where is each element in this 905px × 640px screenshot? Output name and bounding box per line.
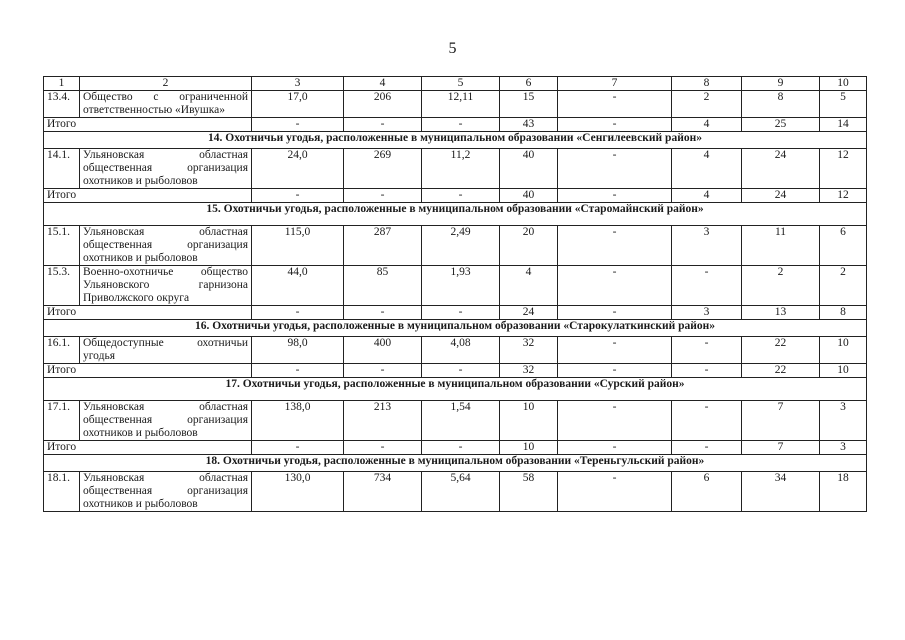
data-cell: - — [558, 472, 672, 512]
total-label: Итого — [44, 441, 252, 455]
total-cell: 24 — [500, 306, 558, 320]
data-cell: 18 — [820, 472, 867, 512]
data-cell: 22 — [742, 337, 820, 364]
header-row — [44, 77, 867, 91]
total-cell: 43 — [500, 118, 558, 132]
data-cell: 17,0 — [252, 91, 344, 118]
total-cell: 10 — [820, 364, 867, 378]
total-cell: - — [344, 441, 422, 455]
row-number: 18.1. — [44, 472, 80, 512]
row-number: 14.1. — [44, 149, 80, 189]
data-cell: - — [558, 401, 672, 441]
total-label: Итого — [44, 189, 252, 203]
data-cell: 2,49 — [422, 226, 500, 266]
table-row — [44, 91, 867, 118]
header-cell: 3 — [252, 77, 344, 91]
total-cell: - — [252, 306, 344, 320]
data-cell: 5 — [820, 91, 867, 118]
data-cell: 6 — [820, 226, 867, 266]
data-cell: - — [558, 91, 672, 118]
header-cell: 9 — [742, 77, 820, 91]
data-cell: 287 — [344, 226, 422, 266]
organization-name: Военно-охотничье общество Ульяновского гарнизона Приволжского округа — [80, 266, 252, 306]
header-cell: 2 — [80, 77, 252, 91]
header-cell: 7 — [558, 77, 672, 91]
total-cell: 12 — [820, 189, 867, 203]
data-cell: 15 — [500, 91, 558, 118]
organization-name: Ульяновская областная общественная организация охотников и рыболовов — [80, 149, 252, 189]
data-cell: - — [672, 401, 742, 441]
data-cell: 10 — [820, 337, 867, 364]
total-cell: - — [344, 306, 422, 320]
data-cell: 20 — [500, 226, 558, 266]
data-cell: - — [558, 337, 672, 364]
data-cell: - — [558, 149, 672, 189]
table-row — [44, 266, 867, 306]
data-cell: 24 — [742, 149, 820, 189]
section-row — [44, 132, 867, 149]
data-cell: 734 — [344, 472, 422, 512]
data-cell: 40 — [500, 149, 558, 189]
section-title: 17. Охотничьи угодья, расположенные в муниципальном образовании «Сурский район» — [44, 378, 867, 401]
data-cell: - — [672, 337, 742, 364]
total-cell: - — [672, 364, 742, 378]
page-number: 5 — [448, 40, 457, 57]
section-row — [44, 320, 867, 337]
data-cell: - — [558, 226, 672, 266]
total-row — [44, 441, 867, 455]
data-cell: - — [558, 266, 672, 306]
data-cell: 130,0 — [252, 472, 344, 512]
total-cell: - — [422, 306, 500, 320]
data-cell: 138,0 — [252, 401, 344, 441]
data-cell: 98,0 — [252, 337, 344, 364]
row-number: 13.4. — [44, 91, 80, 118]
data-cell: 4 — [672, 149, 742, 189]
table-row — [44, 149, 867, 189]
total-cell: 40 — [500, 189, 558, 203]
section-title: 18. Охотничьи угодья, расположенные в муниципальном образовании «Тереньгульский район» — [44, 455, 867, 472]
data-cell: 3 — [820, 401, 867, 441]
data-cell: 32 — [500, 337, 558, 364]
header-cell: 1 — [44, 77, 80, 91]
data-cell: 11 — [742, 226, 820, 266]
data-cell: 206 — [344, 91, 422, 118]
data-cell: 58 — [500, 472, 558, 512]
row-number: 16.1. — [44, 337, 80, 364]
total-cell: 7 — [742, 441, 820, 455]
total-label: Итого — [44, 306, 252, 320]
data-cell: 2 — [742, 266, 820, 306]
header-cell: 4 — [344, 77, 422, 91]
data-cell: 24,0 — [252, 149, 344, 189]
data-cell: 10 — [500, 401, 558, 441]
data-cell: - — [672, 266, 742, 306]
header-cell: 6 — [500, 77, 558, 91]
total-cell: - — [252, 189, 344, 203]
data-cell: 269 — [344, 149, 422, 189]
organization-name: Ульяновская областная общественная организация охотников и рыболовов — [80, 472, 252, 512]
total-cell: 4 — [672, 118, 742, 132]
total-cell: 25 — [742, 118, 820, 132]
organization-name: Общедоступные охотничьи угодья — [80, 337, 252, 364]
section-row — [44, 203, 867, 226]
total-cell: - — [344, 118, 422, 132]
data-cell: 44,0 — [252, 266, 344, 306]
total-cell: - — [252, 441, 344, 455]
data-cell: 11,2 — [422, 149, 500, 189]
total-cell: 24 — [742, 189, 820, 203]
total-label: Итого — [44, 364, 252, 378]
total-row — [44, 118, 867, 132]
total-row — [44, 306, 867, 320]
total-cell: - — [422, 441, 500, 455]
total-cell: - — [558, 118, 672, 132]
total-cell: 14 — [820, 118, 867, 132]
header-cell: 5 — [422, 77, 500, 91]
data-cell: 2 — [820, 266, 867, 306]
data-cell: 3 — [672, 226, 742, 266]
total-row — [44, 189, 867, 203]
hunting-grounds-table — [43, 76, 867, 512]
data-cell: 213 — [344, 401, 422, 441]
data-cell: 1,54 — [422, 401, 500, 441]
total-cell: - — [672, 441, 742, 455]
data-cell: 85 — [344, 266, 422, 306]
header-cell: 8 — [672, 77, 742, 91]
row-number: 15.1. — [44, 226, 80, 266]
total-cell: 8 — [820, 306, 867, 320]
row-number: 17.1. — [44, 401, 80, 441]
data-cell: 4 — [500, 266, 558, 306]
organization-name: Ульяновская областная общественная организация охотников и рыболовов — [80, 401, 252, 441]
total-cell: 32 — [500, 364, 558, 378]
table-body — [44, 77, 867, 512]
data-cell: 7 — [742, 401, 820, 441]
table-row — [44, 401, 867, 441]
total-cell: 13 — [742, 306, 820, 320]
total-cell: 10 — [500, 441, 558, 455]
data-cell: 8 — [742, 91, 820, 118]
section-title: 15. Охотничьи угодья, расположенные в муниципальном образовании «Старомайнский район» — [44, 203, 867, 226]
organization-name: Ульяновская областная общественная организация охотников и рыболовов — [80, 226, 252, 266]
total-cell: - — [344, 189, 422, 203]
total-cell: - — [422, 118, 500, 132]
data-cell: 6 — [672, 472, 742, 512]
table-row — [44, 337, 867, 364]
data-cell: 4,08 — [422, 337, 500, 364]
total-cell: - — [422, 364, 500, 378]
total-label: Итого — [44, 118, 252, 132]
data-cell: 34 — [742, 472, 820, 512]
total-cell: - — [252, 118, 344, 132]
total-cell: 3 — [672, 306, 742, 320]
section-row — [44, 455, 867, 472]
table-row — [44, 472, 867, 512]
data-cell: 12,11 — [422, 91, 500, 118]
organization-name: Общество с ограниченной ответственностью «Ивушка» — [80, 91, 252, 118]
table-row — [44, 226, 867, 266]
header-cell: 10 — [820, 77, 867, 91]
total-cell: 4 — [672, 189, 742, 203]
data-cell: 5,64 — [422, 472, 500, 512]
section-title: 14. Охотничьи угодья, расположенные в муниципальном образовании «Сенгилеевский район» — [44, 132, 867, 149]
data-cell: 2 — [672, 91, 742, 118]
total-cell: - — [344, 364, 422, 378]
total-cell: - — [422, 189, 500, 203]
section-row — [44, 378, 867, 401]
total-cell: - — [558, 441, 672, 455]
total-cell: 22 — [742, 364, 820, 378]
total-row — [44, 364, 867, 378]
total-cell: - — [558, 306, 672, 320]
total-cell: - — [558, 364, 672, 378]
data-cell: 12 — [820, 149, 867, 189]
section-title: 16. Охотничьи угодья, расположенные в муниципальном образовании «Старокулаткинский район» — [44, 320, 867, 337]
data-cell: 115,0 — [252, 226, 344, 266]
data-cell: 1,93 — [422, 266, 500, 306]
data-cell: 400 — [344, 337, 422, 364]
total-cell: - — [252, 364, 344, 378]
total-cell: - — [558, 189, 672, 203]
row-number: 15.3. — [44, 266, 80, 306]
total-cell: 3 — [820, 441, 867, 455]
